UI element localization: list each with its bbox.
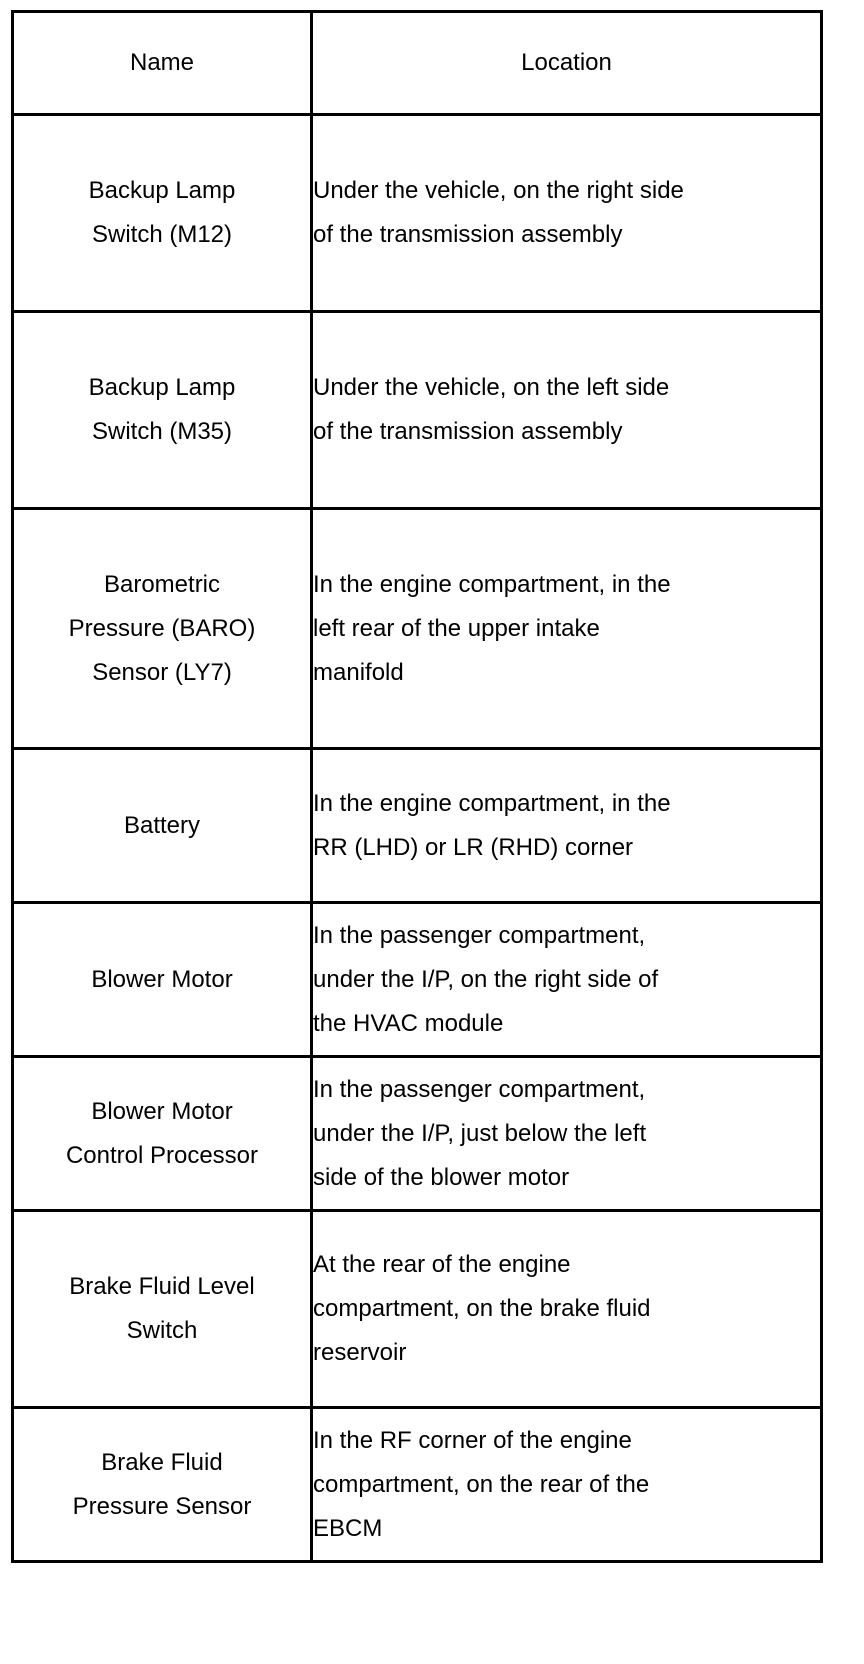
location-line: Under the vehicle, on the right side [313,177,684,204]
table-row [13,509,822,749]
location-cell [312,312,822,509]
name-line: Brake Fluid [101,1448,223,1476]
name-line: Backup Lamp [88,374,236,401]
location-cell [312,903,822,1057]
header-name: Name [13,12,312,115]
location-line: manifold [313,658,404,686]
component-location-table [11,10,823,1563]
location-cell [312,115,822,312]
location-line: left rear of the upper intake [313,614,600,642]
name-line: Battery [123,811,201,839]
header-location: Location [312,12,822,115]
location-line: compartment, on the brake fluid [313,1295,651,1322]
name-line: Backup Lamp [88,177,236,204]
table-row [13,1057,822,1211]
location-cell [312,509,822,749]
name-line: Barometric [103,570,221,598]
name-line: Switch [126,1317,198,1344]
name-cell [13,1057,312,1211]
table-header-row [13,12,822,115]
name-line: Control Processor [65,1141,259,1169]
table-row [13,903,822,1057]
location-cell [312,1408,822,1562]
name-line: Pressure (BARO) [68,614,256,642]
name-cell [13,312,312,509]
name-cell [13,1408,312,1562]
name-line: Blower Motor [91,1097,233,1125]
table-row [13,1211,822,1408]
name-line: Switch (M35) [91,418,233,445]
table-row [13,749,822,903]
location-line: of the transmission assembly [313,418,623,445]
table-row [13,312,822,509]
name-cell [13,509,312,749]
table-row [13,115,822,312]
location-line: In the engine compartment, in the [313,570,671,598]
table-row [13,1408,822,1562]
location-line: In the passenger compartment, [313,921,646,949]
location-cell [312,1211,822,1408]
location-line: side of the blower motor [313,1163,570,1191]
name-line: Blower Motor [91,965,233,993]
name-cell [13,115,312,312]
location-line: At the rear of the engine [313,1251,571,1278]
location-cell [312,749,822,903]
location-line: the HVAC module [313,1009,504,1037]
location-line: In the engine compartment, in the [313,789,671,817]
name-line: Pressure Sensor [72,1492,252,1520]
location-cell [312,1057,822,1211]
name-line: Sensor (LY7) [92,658,232,686]
location-line: compartment, on the rear of the [313,1470,650,1498]
name-cell [13,749,312,903]
location-line: reservoir [313,1339,407,1366]
name-cell [13,1211,312,1408]
location-line: EBCM [313,1514,383,1542]
location-line: of the transmission assembly [313,221,623,248]
name-cell [13,903,312,1057]
location-line: In the RF corner of the engine [313,1426,632,1454]
name-line: Switch (M12) [91,221,233,248]
location-line: Under the vehicle, on the left side [313,374,670,401]
location-line: under the I/P, just below the left [313,1119,647,1147]
location-line: In the passenger compartment, [313,1075,646,1103]
name-line: Brake Fluid Level [69,1273,255,1300]
location-line: under the I/P, on the right side of [313,965,659,993]
location-line: RR (LHD) or LR (RHD) corner [313,833,634,861]
